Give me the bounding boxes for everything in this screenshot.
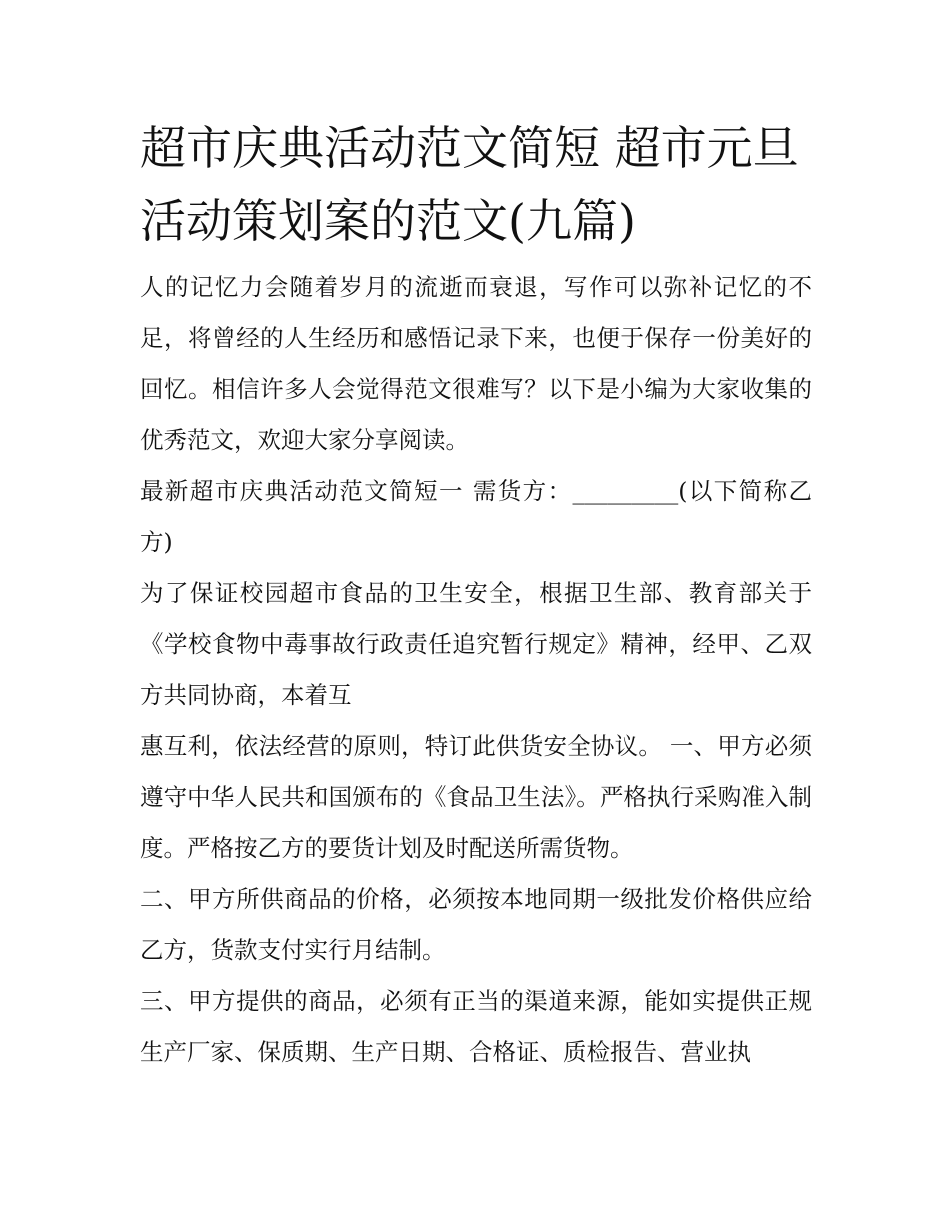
document-content: [140, 112, 812, 1078]
paragraph-purpose: 为了保证校园超市食品的卫生安全，根据卫生部、教育部关于《学校食物中毒事故行政责任追究暂行规定》精神，经甲、乙双方共同协商，本着互: [140, 579, 812, 709]
paragraph-clause-three: 三、甲方提供的商品，必须有正当的渠道来源，能如实提供正规生产厂家、保质期、生产日期、合格证、质检报告、营业执: [140, 987, 812, 1066]
document-title: 超市庆典活动范文简短 超市元旦活动策划案的范文(九篇): [140, 121, 799, 248]
paragraph-clause-two: 二、甲方所供商品的价格，必须按本地同期一级批发价格供应给乙方，货款支付实行月结制。: [140, 885, 812, 964]
paragraph-section-one-heading: 最新超市庆典活动范文简短一 需货方：_________(以下简称乙方): [140, 477, 812, 556]
paragraph-intro: 人的记忆力会随着岁月的流逝而衰退，写作可以弥补记忆的不足，将曾经的人生经历和感悟记录下来，也便于保存一份美好的回忆。相信许多人会觉得范文很难写？以下是小编为大家收集的优秀范文，欢迎大家分享阅读。: [140, 273, 812, 454]
document-body: [140, 262, 812, 1078]
paragraph-clause-one: 惠互利，依法经营的原则，特订此供货安全协议。 一、甲方必须遵守中华人民共和国颁布的《食品卫生法》。严格执行采购准入制度。严格按乙方的要货计划及时配送所需货物。: [140, 732, 812, 862]
